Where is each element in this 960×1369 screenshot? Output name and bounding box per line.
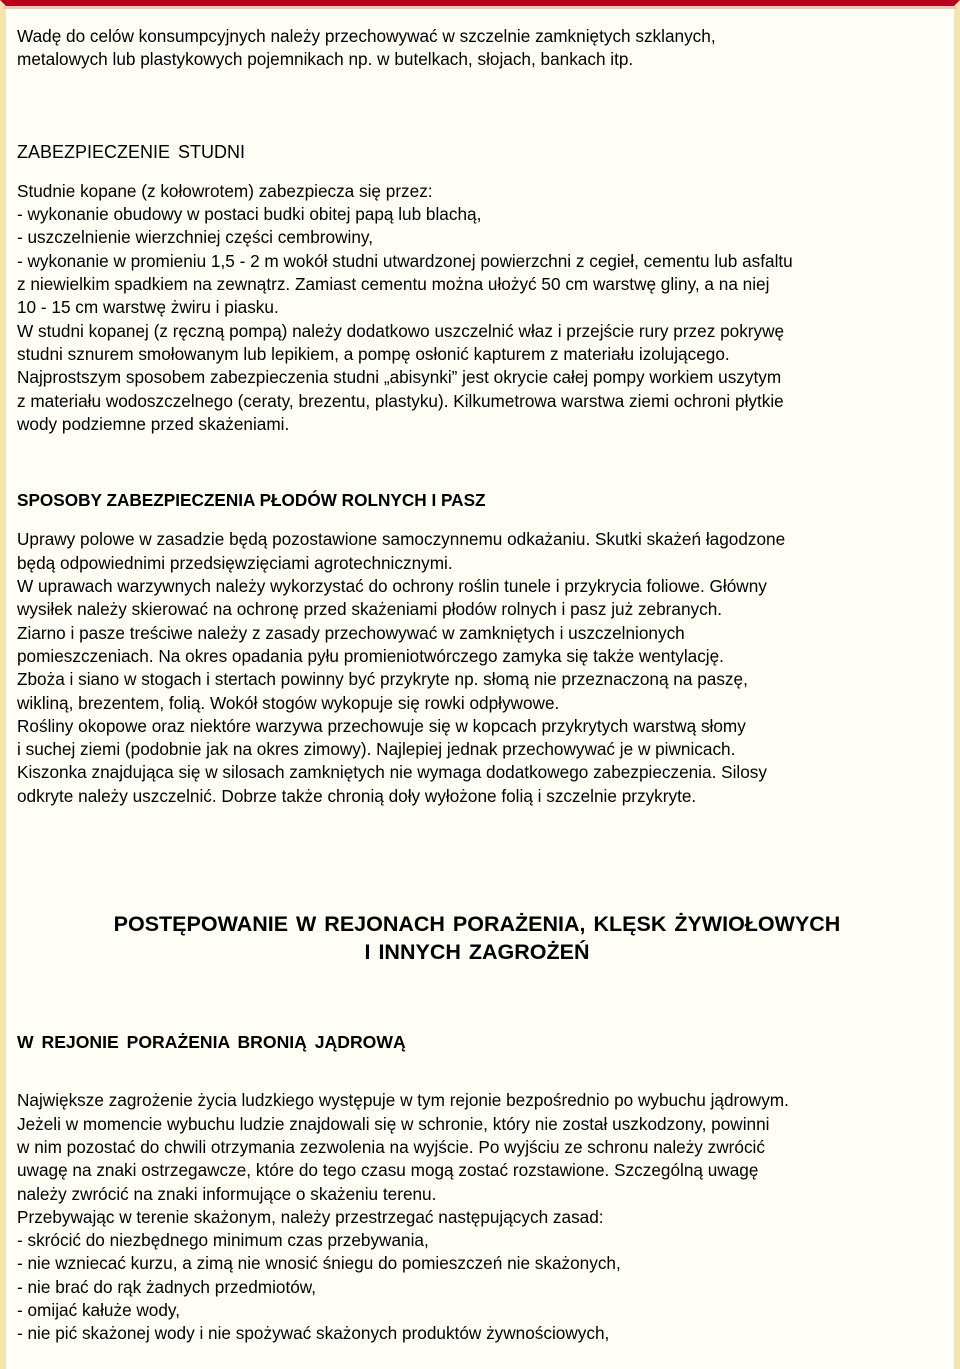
text-line: Największe zagrożenie życia ludzkiego występuje w tym rejonie bezpośrednio po wybuchu jądrowym.	[17, 1090, 789, 1111]
text-line: pomieszczeniach. Na okres opadania pyłu promieniotwórczego zamyka się także wentylację.	[17, 645, 724, 666]
main-heading	[17, 911, 937, 966]
intro-paragraph	[17, 25, 937, 72]
text-line: - skrócić do niezbędnego minimum czas przebywania,	[17, 1230, 429, 1251]
text-line: wikliną, brezentem, folią. Wokół stogów wykopuje się rowki odpływowe.	[17, 692, 560, 713]
text-line: - uszczelnienie wierzchniej części cembrowiny,	[17, 227, 373, 248]
text-line: i suchej ziemi (podobnie jak na okres zimowy). Najlepiej jednak przechowywać je w piwnicach.	[17, 739, 736, 760]
text-line: Zboża i siano w stogach i stertach powinny być przykryte np. słomą nie przeznaczoną na paszę,	[17, 669, 748, 690]
text-line: - wykonanie obudowy w postaci budki obitej papą lub blachą,	[17, 204, 482, 225]
section-crops-body	[17, 528, 937, 808]
section-title-crops: SPOSOBY ZABEZPIECZENIA PŁODÓW ROLNYCH I PASZ	[17, 490, 486, 511]
text-line: - nie pić skażonej wody i nie spożywać skażonych produktów żywnościowych,	[17, 1323, 610, 1344]
text-line: uwagę na znaki ostrzegawcze, które do tego czasu mogą zostać rozstawione. Szczególną uwagę	[17, 1160, 759, 1181]
text-line: należy zwrócić na znaki informujące o skażeniu terenu.	[17, 1183, 437, 1204]
text-line: 10 - 15 cm warstwę żwiru i piasku.	[17, 297, 279, 318]
text-line: studni sznurem smołowanym lub lepikiem, a pompę osłonić kapturem z materiału izolującego.	[17, 343, 730, 364]
text-line: odkryte należy uszczelnić. Dobrze także chronią doły wyłożone folią i szczelnie przykryte.	[17, 785, 697, 806]
text-line: Najprostszym sposobem zabezpieczenia studni „abisynki” jest okrycie całej pompy workiem uszytym	[17, 367, 782, 388]
text-line: Przebywając w terenie skażonym, należy przestrzegać następujących zasad:	[17, 1206, 604, 1227]
text-line: - nie wzniecać kurzu, a zimą nie wnosić śniegu do pomieszczeń nie skażonych,	[17, 1253, 621, 1274]
main-heading-line-1: POSTĘPOWANIE W REJONACH PORAŻENIA, KLĘSK ŻYWIOŁOWYCH	[113, 912, 841, 937]
text-line: Uprawy polowe w zasadzie będą pozostawione samoczynnemu odkażaniu. Skutki skażeń łagodzone	[17, 529, 786, 550]
text-line: - wykonanie w promieniu 1,5 - 2 m wokół studni utwardzonej powierzchni z cegieł, cementu lub asfaltu	[17, 250, 793, 271]
section-title-wells: ZABEZPIECZENIE STUDNI	[17, 141, 246, 162]
main-heading-line-2: I INNYCH ZAGROŻEŃ	[364, 939, 590, 964]
text-line: wysiłek należy skierować na ochronę przed skażeniami płodów rolnych i pasz już zebranych.	[17, 599, 723, 620]
text-line: w nim pozostać do chwili otrzymania zezwolenia na wyjście. Po wyjściu ze schronu należy zwrócić	[17, 1136, 765, 1157]
text-line: z materiału wodoszczelnego (ceraty, brezentu, plastyku). Kilkumetrowa warstwa ziemi ochroni płytkie	[17, 390, 784, 411]
section-wells-body	[17, 180, 937, 436]
section-title-nuclear: W REJONIE PORAŻENIA BRONIĄ JĄDROWĄ	[17, 1032, 406, 1053]
section-nuclear-body	[17, 1089, 937, 1345]
text-line: Wadę do celów konsumpcyjnych należy przechowywać w szczelnie zamkniętych szklanych,	[17, 26, 716, 46]
document-body	[17, 17, 937, 1346]
text-line: - nie brać do rąk żadnych przedmiotów,	[17, 1276, 317, 1297]
text-line: Kiszonka znajdująca się w silosach zamkniętych nie wymaga dodatkowego zabezpieczenia. Silosy	[17, 762, 767, 783]
text-line: Ziarno i pasze treściwe należy z zasady przechowywać w zamkniętych i uszczelnionych	[17, 622, 685, 643]
text-line: z niewielkim spadkiem na zewnątrz. Zamiast cementu można ułożyć 50 cm warstwę gliny, a na niej	[17, 274, 770, 295]
text-line: Jeżeli w momencie wybuchu ludzie znajdowali się w schronie, który nie został uszkodzony, powinni	[17, 1113, 770, 1134]
text-line: W uprawach warzywnych należy wykorzystać do ochrony roślin tunele i przykrycia foliowe. Główny	[17, 576, 767, 597]
text-line: - omijać kałuże wody,	[17, 1299, 181, 1320]
text-line: będą odpowiednimi przedsięwzięciami agrotechnicznymi.	[17, 552, 453, 573]
text-line: W studni kopanej (z ręczną pompą) należy dodatkowo uszczelnić właz i przejście rury przez pokrywę	[17, 320, 785, 341]
text-line: Studnie kopane (z kołowrotem) zabezpiecza się przez:	[17, 180, 433, 201]
text-line: Rośliny okopowe oraz niektóre warzywa przechowuje się w kopcach przykrytych warstwą słomy	[17, 715, 746, 736]
text-line: metalowych lub plastykowych pojemnikach np. w butelkach, słojach, bankach itp.	[17, 49, 634, 70]
text-line: wody podziemne przed skażeniami.	[17, 413, 290, 434]
